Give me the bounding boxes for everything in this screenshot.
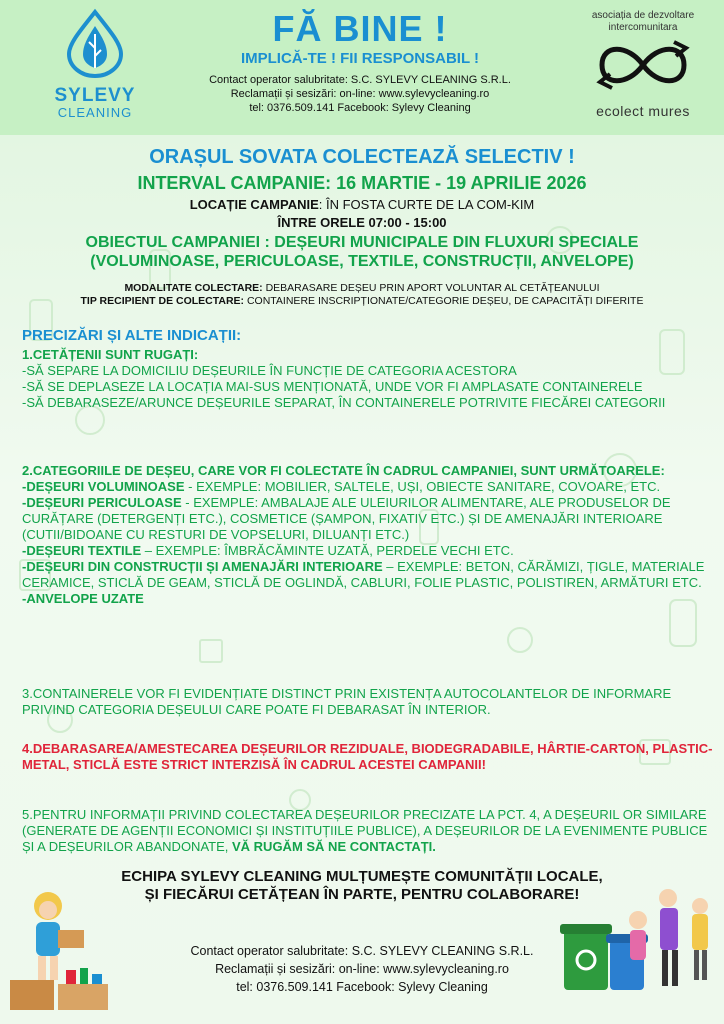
sylevy-logo [40, 8, 150, 124]
section-5-contact: VĂ RUGĂM SĂ NE CONTACTAȚI. [232, 839, 436, 854]
campaign-interval: INTERVAL CAMPANIE: 16 MARTIE - 19 APRILIE 2026 [137, 173, 587, 193]
header-contact [150, 73, 570, 115]
infinity-arrow-logo-icon [588, 34, 698, 96]
section-5-text: 5.PENTRU INFORMAȚII PRIVIND COLECTAREA DEȘEURILOR PRECIZATE LA PCT. 4, A DEȘEURIL OR SIMILARE (GENERATE DE AGENȚII ECONOMICI ȘI INSTITUȚIILE PUBLICE), A DEȘEURILOR DE LA EVENIMENTE PUBLICE ȘI A DEȘEURILOR ABANDONATE, [22, 807, 708, 854]
section-2-title: 2.CATEGORIILE DE DEȘEU, CARE VOR FI COLECTATE ÎN CADRUL CAMPANIEI, SUNT URMĂTOARELE: [22, 463, 665, 478]
campaign-modality [0, 282, 724, 308]
campaign-hours: ÎNTRE ORELE 07:00 - 15:00 [277, 215, 447, 230]
section-4: 4.DEBARASAREA/AMESTECAREA DEȘEURILOR REZIDUALE, BIODEGRADABILE, HÂRTIE-CARTON, PLASTIC-METAL, STICLĂ ESTE STRICT INTERZISĂ ÎN CADRUL ACESTEI CAMPANII! [22, 741, 713, 772]
logo-right-name: ecolect mures [596, 103, 690, 119]
modality-label: MODALITATE COLECTARE: [124, 282, 263, 294]
section-1-item: -SĂ DEBARASEZE/ARUNCE DEȘEURILE SEPARAT, ÎN CONTAINERELE POTRIVITE FIECĂREI CATEGORII [22, 395, 666, 410]
section-3: 3.CONTAINERELE VOR FI EVIDENȚIATE DISTINCT PRIN EXISTENȚA AUTOCOLANTELOR DE INFORMARE PRIVIND CATEGORIA DEȘEULUI CARE POATE FI DEBARASAT ÎN INTERIOR. [22, 686, 672, 717]
section-1-item: -SĂ SE DEPLASEZE LA LOCAȚIA MAI-SUS MENȚIONATĂ, UNDE VOR FI AMPLASATE CONTAINERELE [22, 379, 643, 394]
category-textile: -DEȘEURI TEXTILE – EXEMPLE: ÎMBRĂCĂMINTE UZATĂ, PERDELE VECHI ETC. [22, 543, 514, 558]
logo-right-assoc-line2: intercomunitara [608, 22, 678, 33]
recipient-value: CONTAINERE INSCRIPȚIONATE/CATEGORIE DEȘEU, DE CAPACITĂȚI DIFERITE [244, 295, 644, 307]
family-recycling-illustration [560, 880, 720, 1016]
ecolect-logo [568, 10, 718, 125]
section-1 [22, 347, 722, 411]
header-subtitle: IMPLICĂ-TE ! FII RESPONSABIL ! [240, 50, 480, 67]
details-title: PRECIZĂRI ȘI ALTE INDICAȚII: [22, 327, 242, 344]
campaign-objective [0, 233, 724, 271]
header-contact-line1: Contact operator salubritate: S.C. SYLEVY CLEANING S.R.L. [209, 74, 511, 86]
category-construction: -DEȘEURI DIN CONSTRUCȚII ȘI AMENAJĂRI INTERIOARE – EXEMPLE: BETON, CĂRĂMIZI, ȚIGLE, MATERIALE CERAMICE, STICLĂ DE GEAM, STICLĂ DE OGLINDĂ, CABLURI, FOLIE PLASTIC, POLISTIREN, ARMĂTURI ETC. [22, 559, 705, 590]
logo-left-line2: CLEANING [57, 105, 133, 120]
leaf-drop-logo-icon [63, 8, 127, 78]
footer-line3: tel: 0376.509.141 Facebook: Sylevy Cleaning [236, 980, 488, 994]
location-value: : ÎN FOSTA CURTE DE LA COM-KIM [318, 197, 535, 212]
section-1-item: -SĂ SEPARE LA DOMICILIU DEȘEURILE ÎN FUNCȚIE DE CATEGORIA ACESTORA [22, 363, 517, 378]
category-hazardous: -DEȘEURI PERICULOASE - EXEMPLE: AMBALAJE ALE ULEIURILOR ALIMENTARE, ALE PRODUSELOR DE CURĂȚARE (DETERGENȚI ETC.), COSMETICE (ȘAMPON, FIXATIV ETC.) ȘI DE AMENAJĂRI INTERIOARE (CUTII/BIDOANE CU RESTURI DE VOPSELURI, DILUANȚI ETC.) [22, 495, 671, 542]
header-contact-line2: Reclamații și sesizări: on-line: www.sylevycleaning.ro [230, 88, 490, 100]
thanks-line1: ECHIPA SYLEVY CLEANING MULȚUMEȘTE COMUNITĂȚII LOCALE, [121, 868, 603, 885]
section-1-title: 1.CETĂȚENII SUNT RUGAȚI: [22, 347, 199, 362]
campaign-location [0, 197, 724, 212]
logo-left-line1: SYLEVY [54, 85, 136, 106]
section-2 [22, 463, 722, 607]
category-bulky: -DEȘEURI VOLUMINOASE - EXEMPLE: MOBILIER, SALTELE, UȘI, OBIECTE SANITARE, COVOARE, ETC. [22, 479, 661, 494]
footer-line1: Contact operator salubritate: S.C. SYLEVY CLEANING S.R.L. [190, 944, 534, 958]
girl-with-boxes-illustration [8, 884, 120, 1014]
logo-right-assoc-line1: asociația de dezvoltare [591, 10, 695, 21]
campaign-title: ORAȘUL SOVATA COLECTEAZĂ SELECTIV ! [149, 146, 575, 168]
recipient-label: TIP RECIPIENT DE COLECTARE: [80, 295, 245, 307]
thanks-line2: ȘI FIECĂRUI CETĂȚEAN ÎN PARTE, PENTRU COLABORARE! [144, 886, 580, 903]
category-tyres: -ANVELOPE UZATE [22, 591, 144, 606]
objective-line1: OBIECTUL CAMPANIEI : DEȘEURI MUNICIPALE DIN FLUXURI SPECIALE [85, 234, 639, 251]
location-label: LOCAȚIE CAMPANIE [189, 197, 319, 212]
objective-line2: (VOLUMINOASE, PERICULOASE, TEXTILE, CONSTRUCȚII, ANVELOPE) [90, 253, 634, 270]
modality-value: DEBARASARE DEȘEU PRIN APORT VOLUNTAR AL CETĂȚEANULUI [262, 282, 600, 294]
footer-line2: Reclamații și sesizări: on-line: www.sylevycleaning.ro [215, 962, 509, 976]
header-contact-line3: tel: 0376.509.141 Facebook: Sylevy Cleaning [249, 102, 471, 114]
section-5 [22, 807, 722, 855]
header-title: FĂ BINE ! [272, 8, 448, 49]
